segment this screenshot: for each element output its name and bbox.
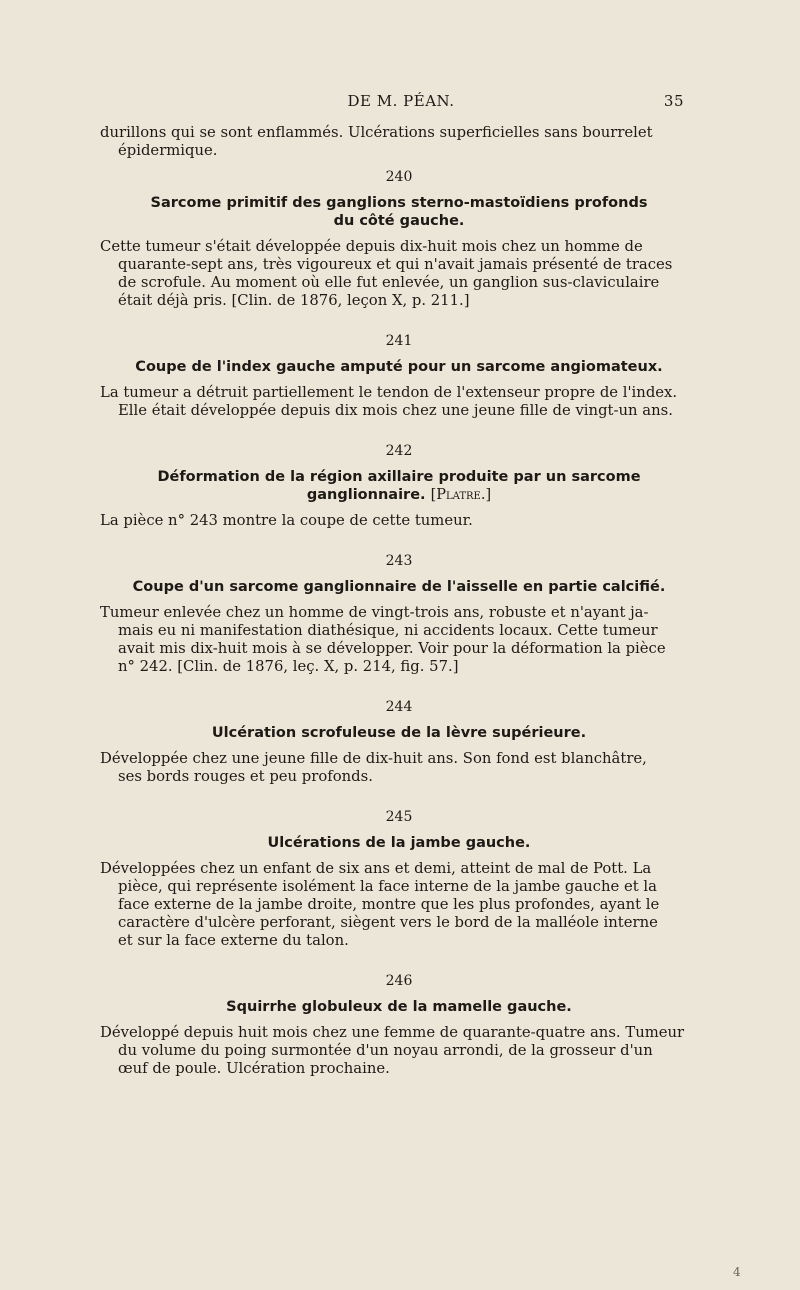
entry-text-line: La tumeur a détruit partiellement le tendon de l'extenseur propre de l'index.	[100, 384, 678, 401]
entry-text-line: Elle était développée depuis dix mois chez une jeune fille de vingt-un ans.	[118, 402, 673, 419]
entry-text-line: face externe de la jambe droite, montre que les plus profondes, ayant le	[118, 896, 660, 913]
page-number: 35	[663, 92, 684, 110]
entry-title: Squirrhe globuleux de la mamelle gauche.	[226, 999, 572, 1015]
page-header	[118, 92, 684, 116]
entry-title: du côté gauche.	[333, 213, 465, 229]
entry-text-line: quarante-sept ans, très vigoureux et qui n'avait jamais présenté de traces	[118, 256, 673, 273]
entry-text-line: de scrofule. Au moment où elle fut enlevée, un ganglion sus-claviculaire	[118, 274, 660, 291]
entry-text-line: Développé depuis huit mois chez une femme de quarante-quatre ans. Tumeur	[100, 1024, 685, 1041]
entry-title: Ulcérations de la jambe gauche.	[267, 835, 531, 851]
intro-line: durillons qui se sont enflammés. Ulcérations superficielles sans bourrelet	[100, 124, 653, 141]
entry-text-line: caractère d'ulcère perforant, siègent vers le bord de la malléole interne	[118, 914, 658, 931]
page-body	[100, 124, 698, 1078]
running-title: DE M. PÉAN.	[347, 92, 455, 110]
entry-text-line: n° 242. [Clin. de 1876, leç. X, p. 214, fig. 57.]	[118, 658, 459, 675]
entry-number: 245	[385, 809, 413, 825]
entry-title: Sarcome primitif des ganglions sterno-mastoïdiens profonds	[150, 195, 648, 211]
entry-text-line: du volume du poing surmontée d'un noyau arrondi, de la grosseur d'un	[118, 1042, 653, 1059]
entry-text-line: Développées chez un enfant de six ans et demi, atteint de mal de Pott. La	[100, 860, 652, 877]
entry-title: ganglionnaire.	[306, 487, 426, 503]
entry-number: 246	[385, 973, 413, 989]
entry-text-line: pièce, qui représente isolément la face interne de la jambe gauche et la	[118, 878, 657, 895]
entry-text-line: œuf de poule. Ulcération prochaine.	[118, 1060, 390, 1077]
entry-number: 243	[385, 553, 413, 569]
intro-line: épidermique.	[118, 142, 218, 159]
entry-number: 244	[385, 699, 413, 715]
entry-title: Déformation de la région axillaire produite par un sarcome	[157, 469, 641, 485]
entry-text-line: Cette tumeur s'était développée depuis dix-huit mois chez un homme de	[100, 238, 643, 255]
entry-text-line: et sur la face externe du talon.	[118, 932, 349, 949]
entry-title-suffix: [Platre.]	[430, 487, 492, 503]
entry-text-line: avait mis dix-huit mois à se développer. Voir pour la déformation la pièce	[118, 640, 666, 657]
entry-number: 240	[385, 169, 413, 185]
entry-title: Coupe d'un sarcome ganglionnaire de l'aisselle en partie calcifié.	[132, 579, 666, 595]
entry-title: Ulcération scrofuleuse de la lèvre supérieure.	[211, 725, 587, 741]
entry-title-line	[100, 486, 698, 504]
entry-title: Coupe de l'index gauche amputé pour un sarcome angiomateux.	[135, 359, 663, 375]
entry-text-line: était déjà pris. [Clin. de 1876, leçon X, p. 211.]	[118, 292, 470, 309]
footer-mark: 4	[733, 1265, 741, 1279]
entry-text-line: ses bords rouges et peu profonds.	[118, 768, 373, 785]
entry-text-line: La pièce n° 243 montre la coupe de cette tumeur.	[100, 512, 473, 529]
entry-text-line: mais eu ni manifestation diathésique, ni accidents locaux. Cette tumeur	[118, 622, 658, 639]
entry-text-line: Développée chez une jeune fille de dix-huit ans. Son fond est blanchâtre,	[100, 750, 647, 767]
entry-number: 242	[385, 443, 413, 459]
entry-number: 241	[385, 333, 413, 349]
entry-text-line: Tumeur enlevée chez un homme de vingt-trois ans, robuste et n'ayant ja-	[100, 604, 649, 621]
